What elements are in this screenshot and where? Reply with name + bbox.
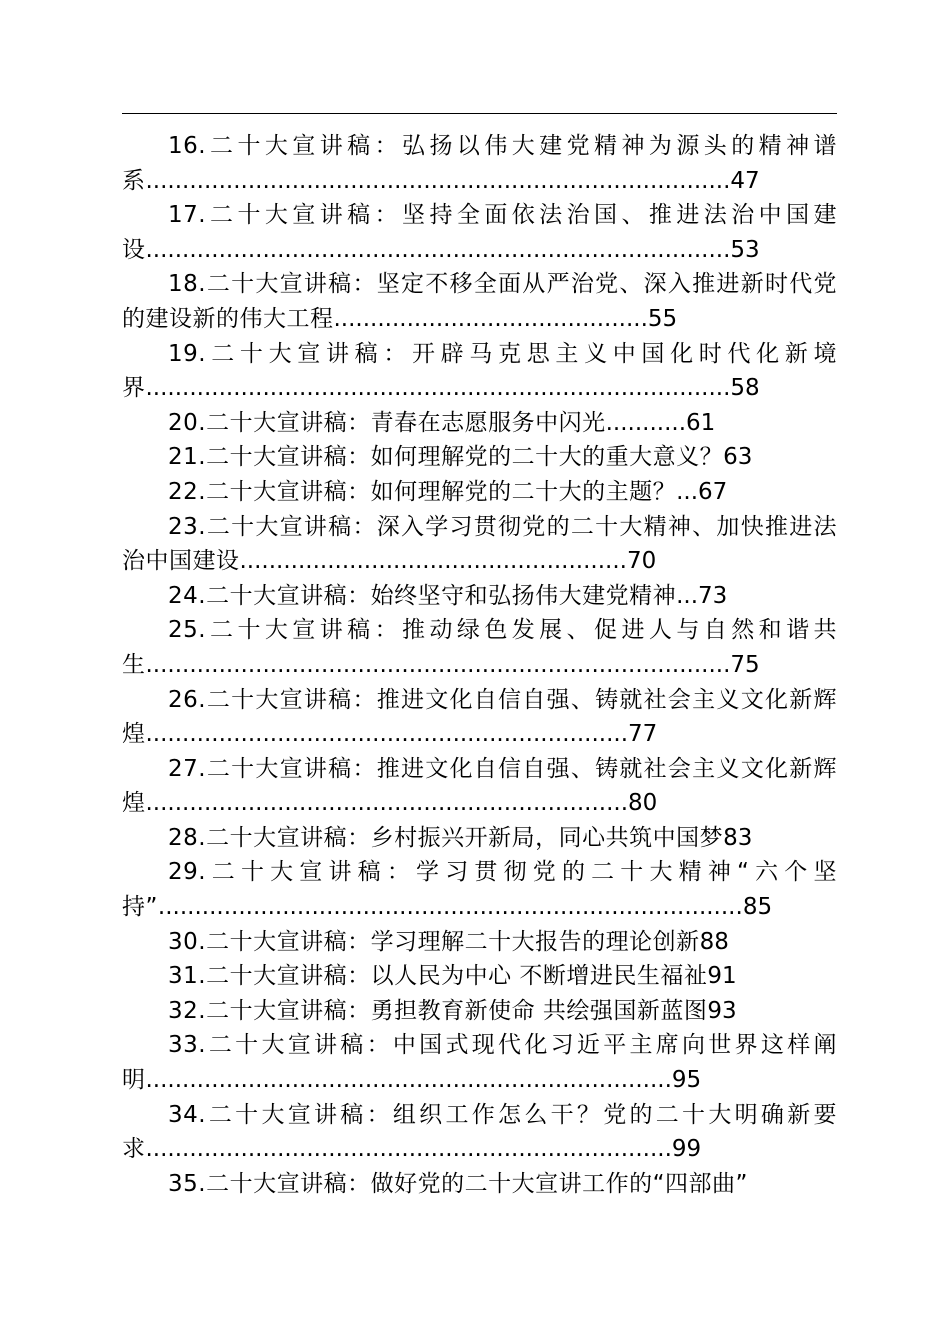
- toc-title: 17.二十大宣讲稿：坚持全面依法治国、推进法治中国建设: [122, 202, 837, 263]
- toc-title: 30.二十大宣讲稿：学习理解二十大报告的理论创新: [168, 928, 700, 955]
- toc-entry-20[interactable]: [122, 406, 837, 441]
- toc-leader-dots: ...........................................: [333, 305, 648, 332]
- toc-title: 35.二十大宣讲稿：做好党的二十大宣讲工作的“四部曲”: [168, 1170, 748, 1197]
- toc-title: 31.二十大宣讲稿：以人民为中心 不断增进民生福祉: [168, 963, 708, 990]
- toc-title: 33.二十大宣讲稿：中国式现代化习近平主席向世界这样阐明: [122, 1032, 837, 1094]
- toc-page-number: 63: [723, 444, 753, 471]
- toc-entry-17[interactable]: [122, 198, 837, 267]
- toc-page-number: 58: [730, 375, 760, 402]
- toc-page-number: 88: [699, 928, 729, 955]
- toc-page-number: 83: [723, 824, 753, 851]
- toc-entry-21[interactable]: [122, 440, 837, 475]
- toc-entry-18[interactable]: [122, 267, 837, 336]
- toc-leader-dots: ................................................................................: [145, 375, 731, 402]
- header-rule: [122, 113, 837, 114]
- toc-page-number: 85: [742, 894, 773, 921]
- toc-entry-30[interactable]: [122, 925, 837, 960]
- toc-title: 18.二十大宣讲稿：坚定不移全面从严治党、深入推进新时代党的建设新的伟大工程: [122, 271, 837, 332]
- toc-entry-33[interactable]: [122, 1028, 837, 1097]
- toc-leader-dots: ...: [676, 478, 699, 505]
- toc-leader-dots: ........................................................................: [145, 1067, 672, 1094]
- toc-title: 16.二十大宣讲稿：弘扬以伟大建党精神为源头的精神谱系: [122, 133, 837, 194]
- toc-page-number: 73: [698, 582, 728, 609]
- toc-entry-16[interactable]: [122, 129, 837, 198]
- toc-page-number: 77: [628, 721, 658, 748]
- toc-page-number: 95: [671, 1067, 702, 1094]
- toc-entry-35[interactable]: [122, 1167, 837, 1202]
- toc-leader-dots: ................................................................................: [145, 167, 731, 194]
- toc-page-number: 70: [627, 548, 657, 575]
- toc-leader-dots: ................................................................................: [145, 651, 731, 678]
- toc-entry-22[interactable]: [122, 475, 837, 510]
- toc-title: 19.二十大宣讲稿：开辟马克思主义中国化时代化新境界: [122, 340, 837, 402]
- toc-title: 28.二十大宣讲稿：乡村振兴开新局，同心共筑中国梦: [168, 824, 724, 851]
- toc-title: 23.二十大宣讲稿：深入学习贯彻党的二十大精神、加快推进法治中国建设: [122, 513, 837, 575]
- toc-title: 25.二十大宣讲稿：推动绿色发展、促进人与自然和谐共生: [122, 617, 837, 678]
- toc-leader-dots: ..................................................................: [145, 721, 629, 748]
- toc-entry-29[interactable]: [122, 855, 837, 924]
- toc-page-number: 80: [628, 790, 658, 817]
- toc-title: 32.二十大宣讲稿：勇担教育新使命 共绘强国新蓝图: [168, 997, 708, 1024]
- toc-entry-19[interactable]: [122, 337, 837, 406]
- toc-leader-dots: .....................................................: [239, 548, 627, 575]
- table-of-contents: [122, 129, 837, 1201]
- toc-title: 24.二十大宣讲稿：始终坚守和弘扬伟大建党精神: [168, 582, 677, 609]
- toc-leader-dots: ................................................................................: [145, 236, 731, 263]
- toc-entry-31[interactable]: [122, 959, 837, 994]
- toc-entry-23[interactable]: [122, 510, 837, 579]
- toc-entry-34[interactable]: [122, 1098, 837, 1167]
- toc-page-number: 93: [707, 997, 737, 1024]
- toc-page-number: 91: [707, 963, 737, 990]
- toc-title: 20.二十大宣讲稿：青春在志愿服务中闪光: [168, 409, 606, 436]
- toc-title: 34.二十大宣讲稿：组织工作怎么干？党的二十大明确新要求: [122, 1101, 837, 1163]
- toc-entry-32[interactable]: [122, 994, 837, 1029]
- toc-page-number: 53: [730, 236, 760, 263]
- toc-entry-28[interactable]: [122, 821, 837, 856]
- toc-entry-25[interactable]: [122, 613, 837, 682]
- toc-page-number: 61: [686, 409, 716, 436]
- toc-leader-dots: ..................................................................: [145, 790, 629, 817]
- toc-title: 21.二十大宣讲稿：如何理解党的二十大的重大意义？: [168, 444, 724, 471]
- toc-entry-24[interactable]: [122, 579, 837, 614]
- toc-page-number: 75: [730, 651, 760, 678]
- toc-page-number: 67: [698, 478, 728, 505]
- toc-entry-27[interactable]: [122, 752, 837, 821]
- toc-leader-dots: ...: [676, 582, 699, 609]
- toc-page-number: 99: [671, 1136, 702, 1163]
- toc-title: 27.二十大宣讲稿：推进文化自信自强、铸就社会主义文化新辉煌: [122, 755, 837, 817]
- toc-page-number: 55: [647, 305, 678, 332]
- toc-leader-dots: ...........: [605, 409, 686, 436]
- toc-leader-dots: ................................................................................: [157, 894, 743, 921]
- toc-title: 29.二十大宣讲稿：学习贯彻党的二十大精神“六个坚持”: [122, 859, 837, 921]
- toc-title: 26.二十大宣讲稿：推进文化自信自强、铸就社会主义文化新辉煌: [122, 686, 837, 748]
- toc-title: 22.二十大宣讲稿：如何理解党的二十大的主题？: [168, 478, 677, 505]
- toc-leader-dots: ........................................................................: [145, 1136, 672, 1163]
- toc-page-number: 47: [730, 167, 760, 194]
- toc-entry-26[interactable]: [122, 683, 837, 752]
